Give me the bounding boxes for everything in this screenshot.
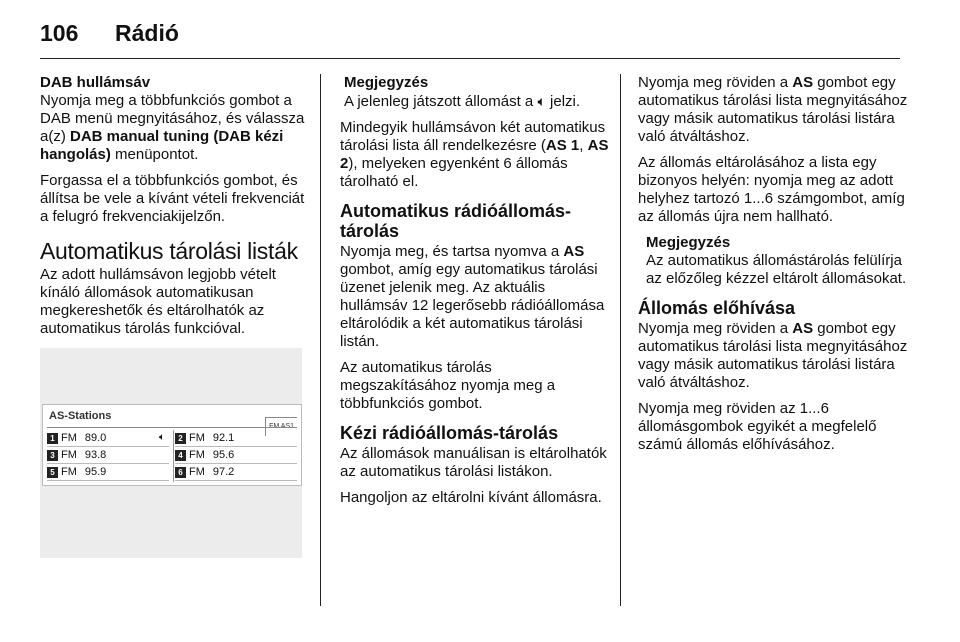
- text: gombot, amíg egy automatikus tárolási üzenet jelenik meg. Az aktuális hullámsáv 12 legerősebb rádióállomása eltárolódik a két automatikus tárolási listán.: [340, 261, 605, 350]
- auto-store-paragraph: [340, 243, 612, 351]
- text: Nyomja meg, és tartsa nyomva a: [340, 243, 564, 260]
- text: Nyomja meg röviden a: [638, 74, 793, 91]
- as-stations-screen: [42, 404, 302, 486]
- text: ,: [579, 137, 588, 154]
- header-rule: [40, 58, 900, 59]
- preset-number: 1: [47, 433, 58, 444]
- note-title: Megjegyzés: [646, 234, 731, 251]
- note-title: Megjegyzés: [344, 74, 429, 91]
- band-label: FM: [61, 432, 77, 444]
- note-2: [646, 234, 910, 288]
- as-stations-figure: [40, 348, 302, 558]
- as-button-ref: AS: [792, 74, 814, 91]
- manual-paragraph-1: Az állomások manuálisan is eltárolhatók az automatikus tárolási listákon.: [340, 445, 607, 480]
- preset-number: 4: [175, 450, 186, 461]
- column-2: [340, 74, 612, 515]
- manual-store-heading: Kézi rádióállomás-tárolás: [340, 423, 559, 443]
- station-preset-1[interactable]: [47, 430, 169, 447]
- note-1: [344, 74, 612, 111]
- as2-ref: AS 2: [340, 137, 609, 172]
- dab-heading: DAB hullámsáv: [40, 74, 151, 91]
- station-preset-2[interactable]: [175, 430, 297, 447]
- text: menüpontot.: [110, 146, 199, 163]
- band-label: FM: [189, 449, 205, 461]
- auto-lists-heading: Automatikus tárolási listák: [40, 238, 298, 264]
- text: gombot egy automatikus tárolási lista megnyitásához vagy másik automatikus tárolási listára való átváltáshoz.: [638, 74, 908, 145]
- station-preset-5[interactable]: [47, 464, 169, 481]
- dab-paragraph-2: Forgassa el a többfunkciós gombot, és állítsa be vele a kívánt vételi frekvenciát a felugró frekvenciakijelzőn.: [40, 172, 305, 225]
- recall-paragraph-2: Nyomja meg röviden az 1...6 állomásgombok egyikét a megfelelő számú állomás előhívásához.: [638, 400, 877, 453]
- menu-item-ref: DAB manual tuning (DAB kézi hangolás): [40, 128, 284, 163]
- cancel-paragraph: Az automatikus tárolás megszakításához nyomja meg a többfunkciós gombot.: [340, 359, 556, 412]
- band-label: FM: [61, 449, 77, 461]
- text: Mindegyik hullámsávon két automatikus tárolási lista áll rendelkezésre (: [340, 119, 606, 154]
- as-button-ref: AS: [792, 320, 814, 337]
- recall-paragraph-1: [638, 320, 910, 392]
- screen-title: AS-Stations: [49, 410, 112, 422]
- grid-divider: [173, 430, 174, 482]
- text: Nyomja meg a többfunkciós gombot a DAB menü megnyitásához, és válassza a(z): [40, 92, 305, 145]
- frequency: 97.2: [212, 466, 235, 478]
- column-divider-2: [620, 74, 621, 606]
- text: gombot egy automatikus tárolási lista megnyitásához vagy másik automatikus tárolási listára való átváltáshoz.: [638, 320, 908, 391]
- station-preset-6[interactable]: [175, 464, 297, 481]
- frequency: 89.0: [84, 432, 107, 444]
- note-text: Az automatikus állomástárolás felülírja az előzőleg kézzel eltárolt állomásokat.: [646, 252, 907, 287]
- text: jelzi.: [545, 93, 581, 110]
- screen-title-line: [47, 427, 297, 428]
- text: Nyomja meg röviden a: [638, 320, 793, 337]
- auto-store-heading: Automatikus rádióállomás-tárolás: [340, 201, 572, 241]
- station-preset-3[interactable]: [47, 447, 169, 464]
- band-label: FM: [189, 432, 205, 444]
- preset-number: 3: [47, 450, 58, 461]
- band-label: FM: [61, 466, 77, 478]
- text: A jelenleg játszott állomást a: [344, 93, 538, 110]
- as-button-ref: AS: [563, 243, 585, 260]
- column-3: [638, 74, 910, 462]
- auto-lists-paragraph: Az adott hullámsávon legjobb vételt kínáló állomások automatikusan megkereshetők és eltárolhatók az automatikus tárolás funkcióval.: [40, 266, 276, 337]
- page-number: 106: [40, 20, 79, 46]
- text: ), melyeken egyenként 6 állomás tárolható el.: [340, 155, 568, 190]
- frequency: 92.1: [212, 432, 235, 444]
- column-divider-1: [320, 74, 321, 606]
- store-position-paragraph: Az állomás eltárolásához a lista egy bizonyos helyén: nyomja meg az adott helyhez tartozó 1...6 számgombot, amíg az állomás újra nem hallható.: [638, 154, 905, 225]
- dab-paragraph-1: [40, 92, 308, 164]
- frequency: 95.9: [84, 466, 107, 478]
- speaker-icon: 🔈︎: [537, 93, 546, 109]
- paragraph-lists: [340, 119, 612, 191]
- open-list-paragraph: [638, 74, 910, 146]
- page-title: Rádió: [115, 20, 179, 46]
- frequency: 93.8: [84, 449, 107, 461]
- page-header: [40, 14, 920, 54]
- frequency: 95.6: [212, 449, 235, 461]
- recall-heading: Állomás előhívása: [638, 298, 796, 318]
- speaker-icon: 🔈︎: [159, 432, 165, 443]
- as1-ref: AS 1: [545, 137, 580, 154]
- manual-paragraph-2: Hangoljon az eltárolni kívánt állomásra.: [340, 489, 602, 506]
- column-1: [40, 74, 308, 558]
- band-label: FM: [189, 466, 205, 478]
- preset-number: 2: [175, 433, 186, 444]
- preset-number: 5: [47, 467, 58, 478]
- station-preset-4[interactable]: [175, 447, 297, 464]
- preset-number: 6: [175, 467, 186, 478]
- note-text: [344, 92, 612, 111]
